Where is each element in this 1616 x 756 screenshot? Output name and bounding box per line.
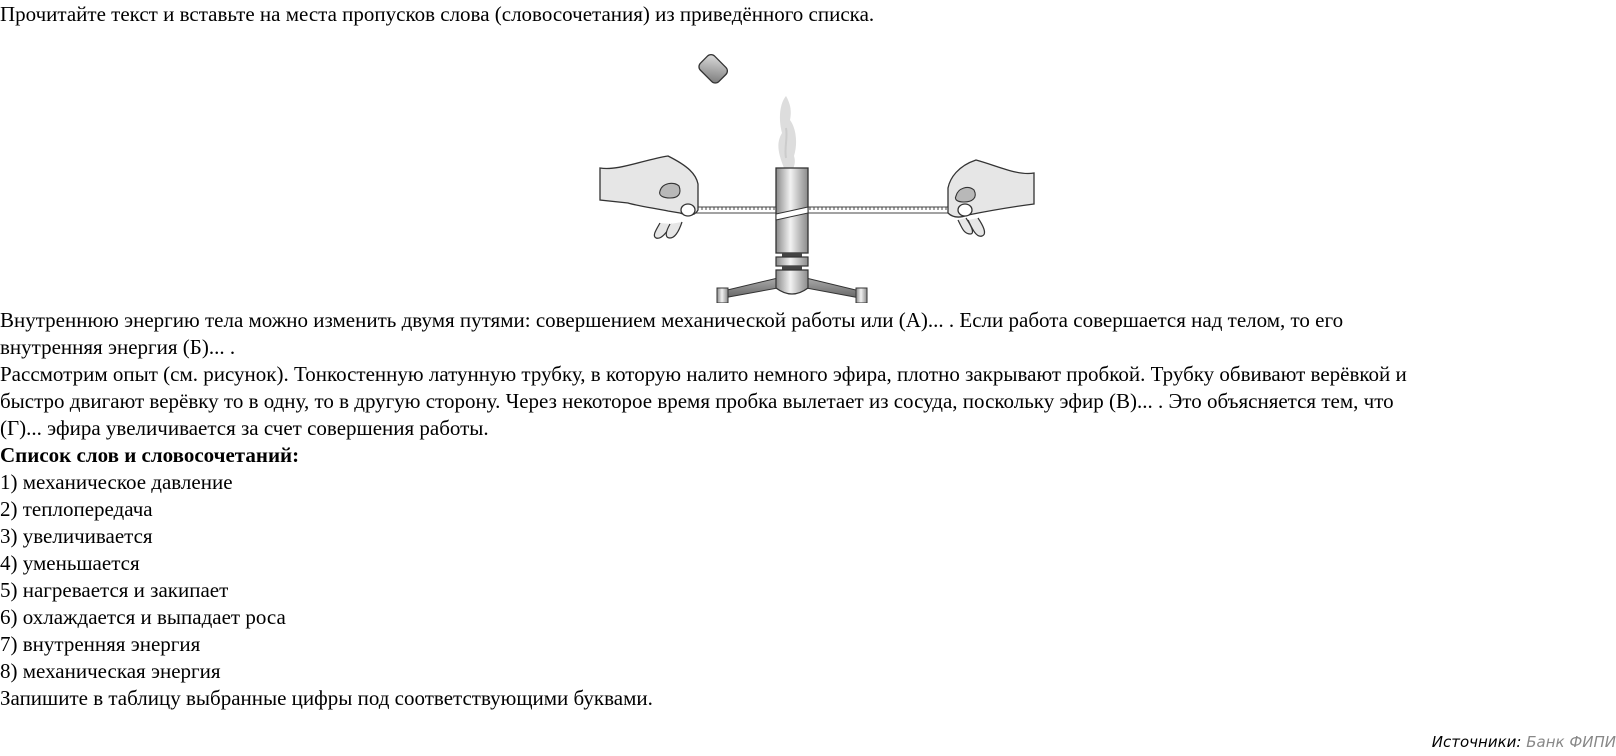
option-item: 2) теплопередача bbox=[0, 497, 153, 521]
paragraph-line: Рассмотрим опыт (см. рисунок). Тонкостенную латунную трубку, в которую налито немного эфира, плотно закрывают пробкой. Трубку обвивают верёвкой и bbox=[0, 362, 1407, 386]
final-instruction: Запишите в таблицу выбранные цифры под соответствующими буквами. bbox=[0, 686, 653, 710]
paragraph-experiment bbox=[0, 361, 1616, 442]
option-item: 4) уменьшается bbox=[0, 551, 140, 575]
rope-icon bbox=[694, 207, 964, 213]
paragraph-line: Внутреннюю энергию тела можно изменить двумя путями: совершением механической работы или (А)... . Если работа совершается над телом, то его bbox=[0, 308, 1344, 332]
option-item: 5) нагревается и закипает bbox=[0, 578, 229, 602]
paragraph-line: внутренняя энергия (Б)... . bbox=[0, 335, 236, 359]
hand-right-icon bbox=[948, 160, 1034, 236]
cork-icon bbox=[697, 53, 730, 86]
brass-tube-icon bbox=[776, 168, 808, 270]
option-item: 8) механическая энергия bbox=[0, 659, 221, 683]
paragraph-energy-ways bbox=[0, 307, 1616, 361]
task-instruction: Прочитайте текст и вставьте на места пропусков слова (словосочетания) из приведённого списка. bbox=[0, 2, 875, 26]
paragraph-line: (Г)... эфира увеличивается за счет совершения работы. bbox=[0, 416, 489, 440]
source-label: Источники: bbox=[1431, 733, 1522, 751]
tripod-stand-icon bbox=[717, 270, 867, 303]
option-item: 3) увеличивается bbox=[0, 524, 153, 548]
source-attribution bbox=[1432, 733, 1616, 751]
paragraph-line: быстро двигают верёвку то в одну, то в другую сторону. Через некоторое время пробка вылетает из сосуда, поскольку эфир (В)... . Это объясняется тем, что bbox=[0, 389, 1394, 413]
vapor-icon bbox=[778, 96, 796, 170]
option-item: 7) внутренняя энергия bbox=[0, 632, 201, 656]
hand-left-icon bbox=[600, 156, 698, 238]
option-item: 6) охлаждается и выпадает роса bbox=[0, 605, 286, 629]
word-options-list bbox=[0, 469, 1616, 685]
source-link[interactable]: Банк ФИПИ bbox=[1526, 733, 1616, 751]
option-item: 1) механическое давление bbox=[0, 470, 233, 494]
word-list-title: Список слов и словосочетаний: bbox=[0, 443, 300, 467]
experiment-figure bbox=[598, 48, 1036, 303]
